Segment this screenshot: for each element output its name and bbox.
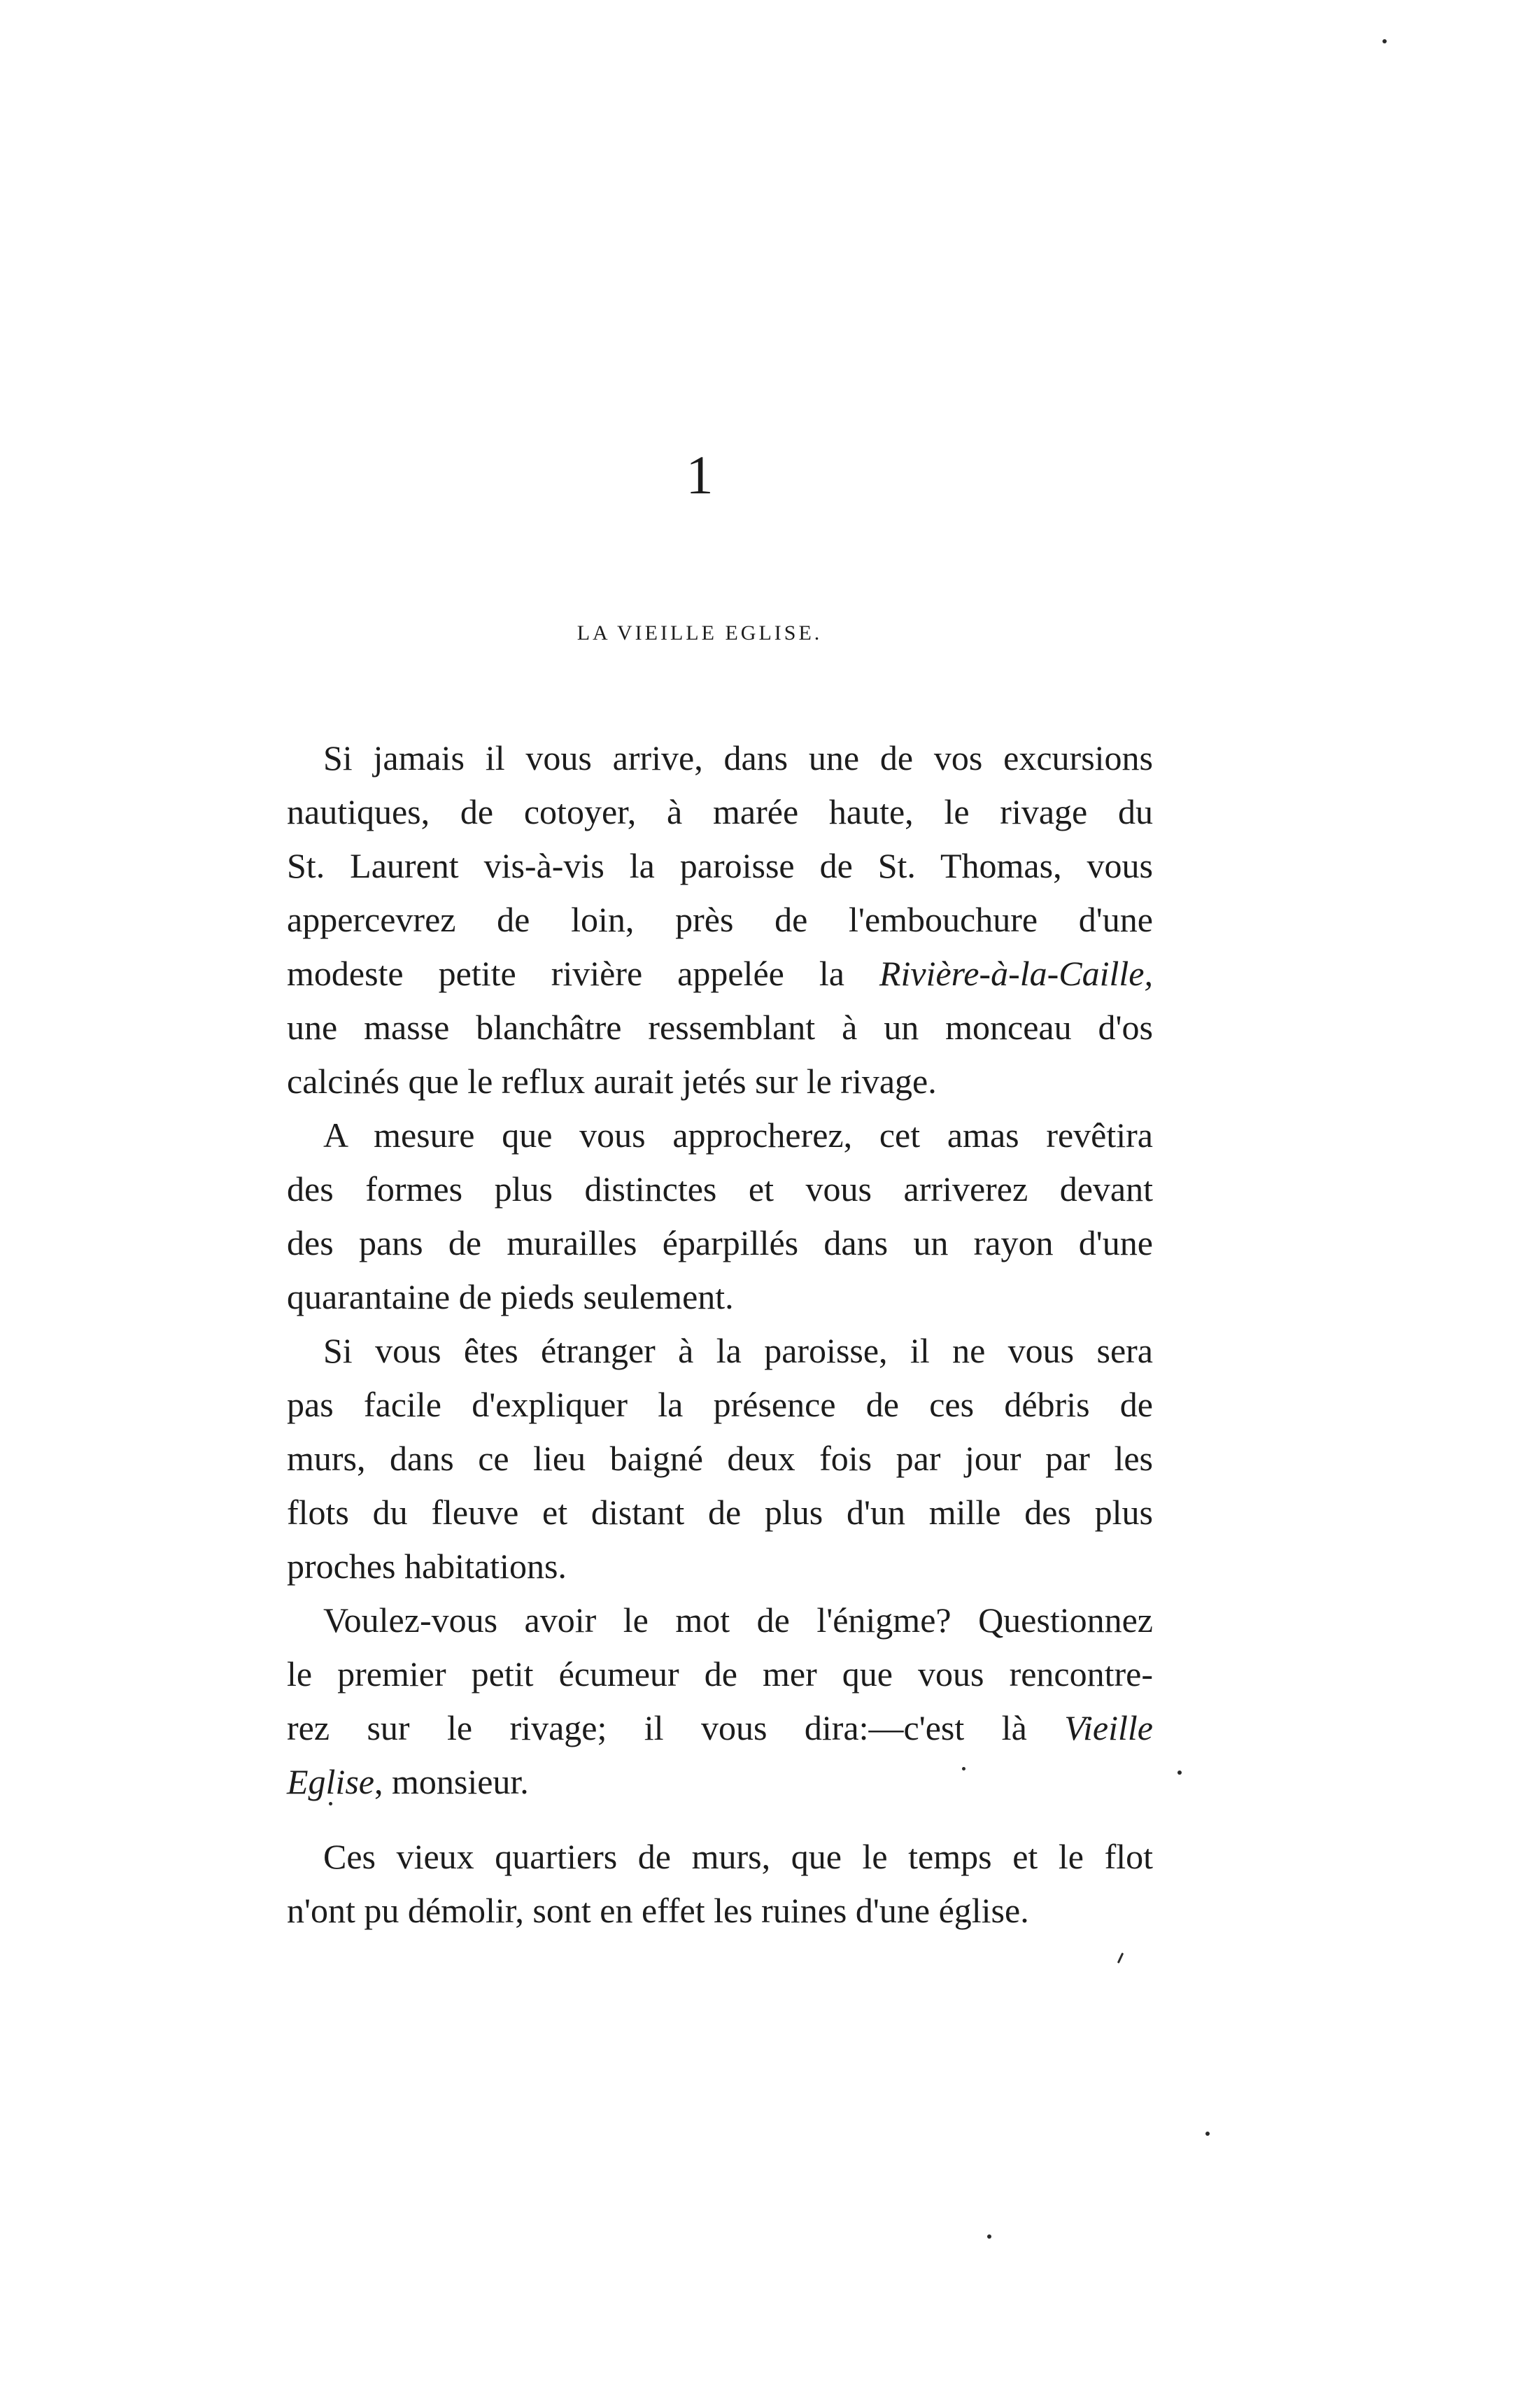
scan-speck <box>987 2234 991 2239</box>
scan-speck <box>1177 1770 1182 1775</box>
text-line <box>250 1755 1153 1809</box>
text-line: Si jamais il vous arrive, dans une de vos excursions <box>323 738 1153 777</box>
scan-speck <box>1382 39 1387 43</box>
text-line: Voulez-vous avoir le mot de l'énigme? Questionnez <box>323 1600 1153 1640</box>
text-line-part: , monsieur. <box>374 1762 529 1801</box>
chapter-title: LA VIEILLE EGLISE. <box>576 621 823 645</box>
paragraph-3 <box>250 1324 1153 1593</box>
scan-speck <box>962 1767 965 1770</box>
text-line: des formes plus distinctes et vous arriverez devant <box>287 1169 1153 1209</box>
italic-phrase: Vieille <box>1064 1708 1153 1747</box>
text-line: proches habitations. <box>287 1547 567 1586</box>
text-line-part: rez sur le rivage; il vous dira:—c'est là <box>287 1708 1065 1747</box>
text-line-part: modeste petite rivière appelée la <box>287 954 879 993</box>
text-line: Si vous êtes étranger à la paroisse, il ne vous sera <box>323 1331 1153 1370</box>
text-line: Ces vieux quartiers de murs, que le temps et le flot <box>323 1837 1153 1876</box>
paragraph-1 <box>250 731 1153 1108</box>
scan-speck <box>1205 2132 1210 2136</box>
text-line: appercevrez de loin, près de l'embouchure d'une <box>287 900 1153 939</box>
place-name: Rivière-à-la-Caille, <box>879 954 1153 993</box>
paragraph-5 <box>250 1830 1153 1938</box>
italic-phrase: Eglise <box>287 1762 374 1801</box>
text-line: des pans de murailles éparpillés dans un rayon d'une <box>287 1223 1153 1262</box>
text-line <box>250 947 1153 1001</box>
paragraph-4 <box>250 1593 1153 1809</box>
text-line: St. Laurent vis-à-vis la paroisse de St. Thomas, vous <box>287 846 1153 885</box>
text-line: calcinés que le reflux aurait jetés sur le rivage. <box>287 1062 937 1101</box>
chapter-number: 1 <box>686 444 714 505</box>
scan-speck <box>1117 1952 1124 1964</box>
body-text <box>250 731 1153 1938</box>
text-line: murs, dans ce lieu baigné deux fois par jour par les <box>287 1439 1153 1478</box>
text-line: flots du fleuve et distant de plus d'un mille des plus <box>287 1493 1153 1532</box>
text-line: le premier petit écumeur de mer que vous rencontre- <box>287 1654 1153 1694</box>
text-line: quarantaine de pieds seulement. <box>287 1277 734 1316</box>
text-line <box>250 1701 1153 1755</box>
text-line: une masse blanchâtre ressemblant à un monceau d'os <box>287 1008 1153 1047</box>
scan-speck <box>329 1802 332 1805</box>
text-line: pas facile d'expliquer la présence de ces débris de <box>287 1385 1153 1424</box>
paragraph-2 <box>250 1108 1153 1324</box>
text-line: A mesure que vous approcherez, cet amas revêtira <box>323 1115 1153 1155</box>
text-line: nautiques, de cotoyer, à marée haute, le rivage du <box>287 792 1153 831</box>
text-line: n'ont pu démolir, sont en effet les ruines d'une église. <box>287 1891 1029 1930</box>
